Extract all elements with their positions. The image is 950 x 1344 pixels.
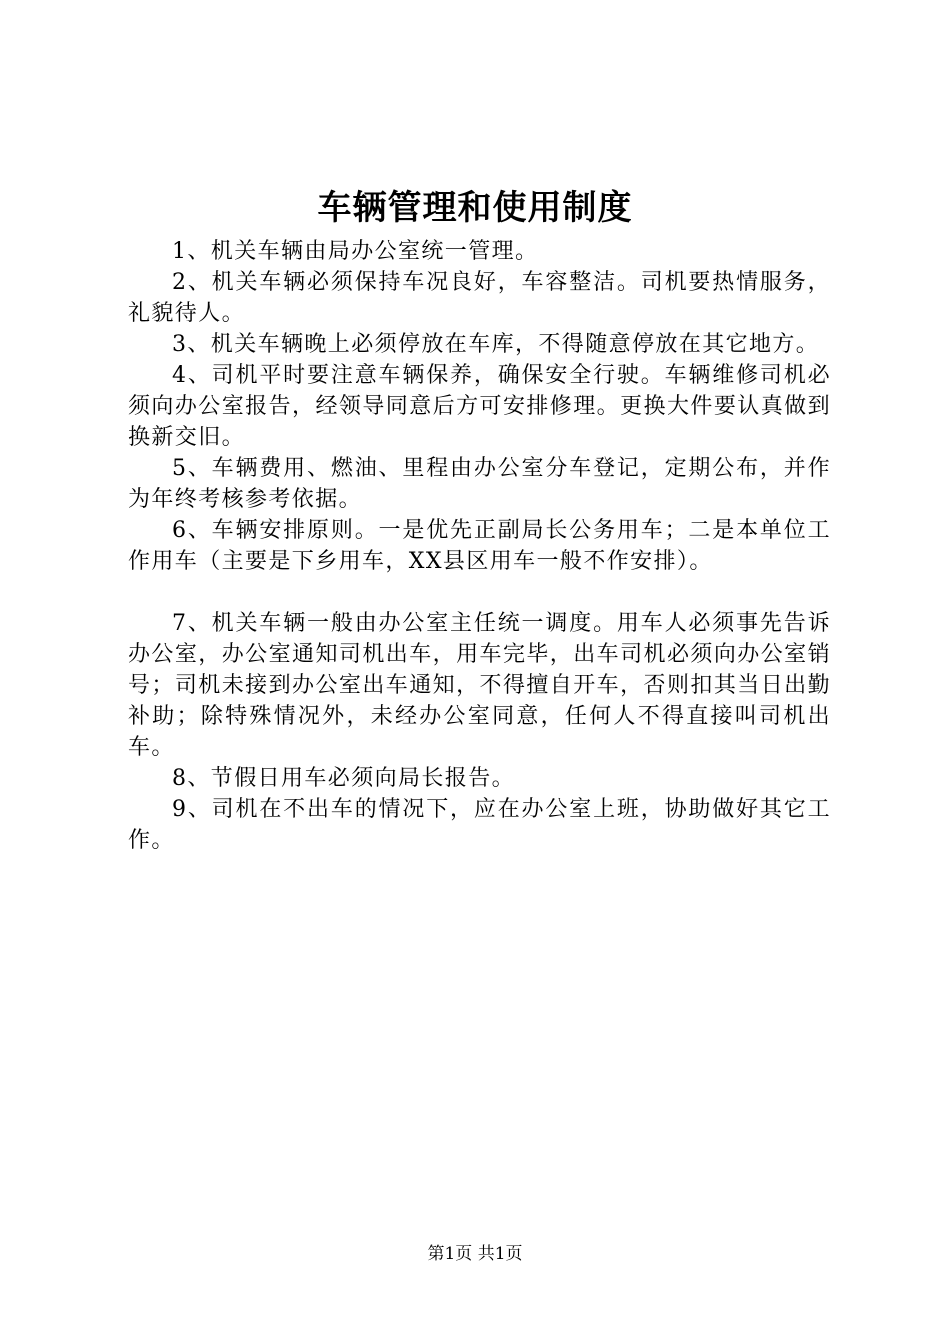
paragraph-4: 4、司机平时要注意车辆保养，确保安全行驶。车辆维修司机必须向办公室报告，经领导同意后方可安排修理。更换大件要认真做到换新交旧。 (128, 363, 831, 450)
paragraph-3: 3、机关车辆晚上必须停放在车库，不得随意停放在其它地方。 (172, 332, 820, 357)
page-footer: 第1页 共1页 (427, 1244, 523, 1264)
paragraph-2: 2、机关车辆必须保持车况良好，车容整洁。司机要热情服务，礼貌待人。 (128, 270, 831, 326)
paragraph-9: 9、司机在不出车的情况下，应在办公室上班，协助做好其它工作。 (128, 797, 831, 853)
paragraph-8: 8、节假日用车必须向局长报告。 (172, 766, 515, 791)
paragraph-6: 6、车辆安排原则。一是优先正副局长公务用车；二是本单位工作用车（主要是下乡用车，XX县区用车一般不作安排）。 (128, 518, 831, 574)
paragraph-7: 7、机关车辆一般由办公室主任统一调度。用车人必须事先告诉办公室，办公室通知司机出车，用车完毕，出车司机必须向办公室销号；司机未接到办公室出车通知，不得擅自开车，否则扣其当日出勤补助；除特殊情况外，未经办公室同意，任何人不得直接叫司机出车。 (128, 611, 831, 760)
document-body (128, 236, 831, 856)
paragraph-5: 5、车辆费用、燃油、里程由办公室分车登记，定期公布，并作为年终考核参考依据。 (128, 456, 831, 512)
paragraph-1: 1、机关车辆由局办公室统一管理。 (172, 239, 539, 264)
document-title: 车辆管理和使用制度 (317, 188, 633, 228)
